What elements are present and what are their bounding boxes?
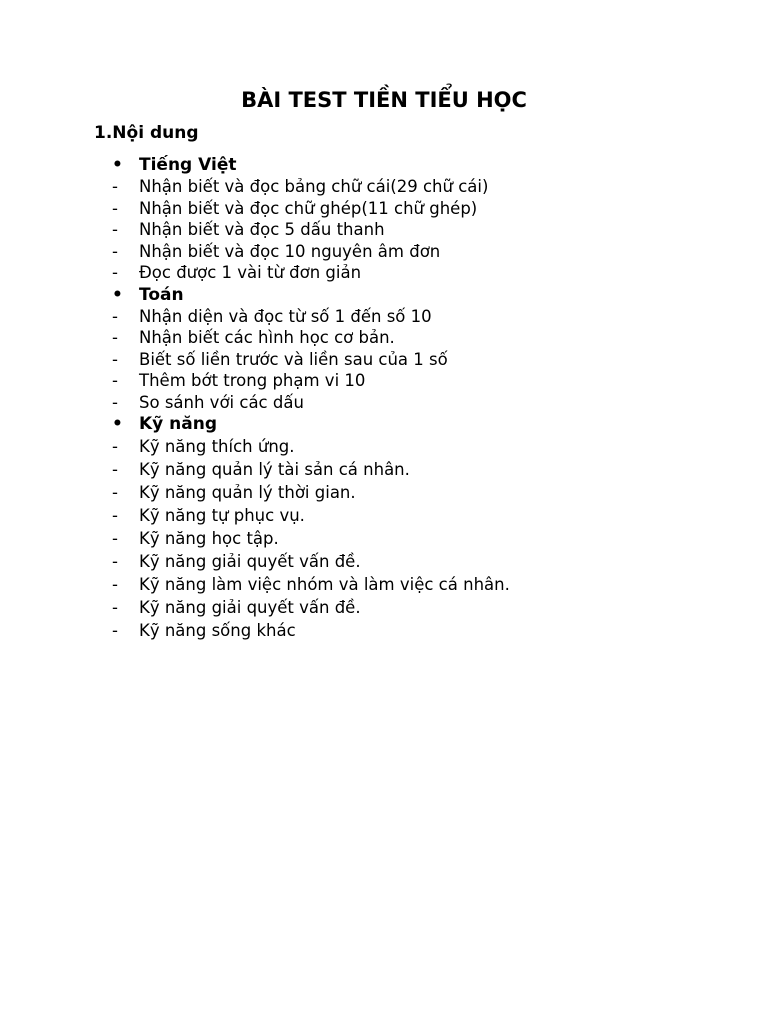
document-title: BÀI TEST TIỀN TIỂU HỌC	[241, 88, 527, 112]
list-item	[112, 481, 732, 504]
section-title	[112, 413, 732, 435]
dash-icon: -	[112, 263, 118, 282]
dash-icon: -	[112, 220, 118, 239]
list-item	[112, 527, 732, 550]
dash-icon: -	[112, 575, 118, 594]
list-item	[112, 596, 732, 619]
list-item-text: Kỹ năng học tập.	[139, 529, 279, 548]
section-title	[112, 154, 732, 176]
dash-icon: -	[112, 392, 118, 412]
dash-icon: -	[112, 506, 118, 525]
list-item	[112, 241, 732, 263]
list-item	[112, 306, 732, 328]
list-item	[112, 392, 732, 414]
bullet-icon: •	[112, 155, 123, 175]
section-title-text: Tiếng Việt	[139, 155, 237, 175]
dash-icon: -	[112, 621, 118, 640]
dash-icon: -	[112, 460, 118, 479]
list-item	[112, 262, 732, 284]
list-item-text: So sánh với các dấu	[139, 392, 304, 412]
dash-icon: -	[112, 552, 118, 571]
dash-icon: -	[112, 328, 118, 347]
list-item	[112, 176, 732, 198]
bullet-icon: •	[112, 414, 123, 434]
section-title	[112, 284, 732, 306]
list-item-text: Kỹ năng tự phục vụ.	[139, 506, 305, 525]
list-item	[112, 370, 732, 392]
list-item-text: Nhận biết và đọc 10 nguyên âm đơn	[139, 241, 441, 261]
dash-icon: -	[112, 198, 118, 218]
list-item-text: Kỹ năng sống khác	[139, 621, 296, 640]
list-item	[112, 219, 732, 241]
dash-icon: -	[112, 483, 118, 502]
list-item	[112, 504, 732, 527]
dash-icon: -	[112, 529, 118, 548]
list-item	[112, 349, 732, 371]
list-item	[112, 619, 732, 642]
list-item-text: Kỹ năng quản lý thời gian.	[139, 483, 356, 502]
content-list	[112, 154, 732, 642]
list-item-text: Nhận diện và đọc từ số 1 đến số 10	[139, 306, 432, 326]
list-item-text: Nhận biết và đọc chữ ghép(11 chữ ghép)	[139, 198, 478, 218]
list-item	[112, 198, 732, 220]
section-toan	[112, 284, 732, 414]
section-tieng-viet	[112, 154, 732, 284]
dash-icon: -	[112, 437, 118, 456]
dash-icon: -	[112, 598, 118, 617]
dash-icon: -	[112, 306, 118, 326]
list-item-text: Kỹ năng giải quyết vấn đề.	[139, 598, 361, 617]
dash-icon: -	[112, 177, 118, 196]
section-ky-nang	[112, 413, 732, 642]
list-item-text: Nhận biết và đọc bảng chữ cái(29 chữ cái)	[139, 177, 489, 196]
list-item	[112, 458, 732, 481]
dash-icon: -	[112, 371, 118, 390]
list-item-text: Kỹ năng làm việc nhóm và làm việc cá nhân.	[139, 575, 510, 594]
list-item-text: Đọc được 1 vài từ đơn giản	[139, 263, 362, 282]
list-item-text: Kỹ năng quản lý tài sản cá nhân.	[139, 460, 410, 479]
section-title-text: Toán	[139, 284, 184, 305]
list-item-text: Kỹ năng giải quyết vấn đề.	[139, 552, 361, 571]
list-item	[112, 327, 732, 349]
list-item-text: Nhận biết và đọc 5 dấu thanh	[139, 220, 385, 239]
section-heading-content: 1.Nội dung	[94, 123, 199, 143]
dash-icon: -	[112, 349, 118, 369]
list-item-text: Thêm bớt trong phạm vi 10	[139, 371, 366, 390]
list-item	[112, 550, 732, 573]
list-item-text: Kỹ năng thích ứng.	[139, 437, 295, 456]
list-item-text: Nhận biết các hình học cơ bản.	[139, 328, 395, 347]
section-title-text: Kỹ năng	[139, 414, 218, 434]
bullet-icon: •	[112, 284, 123, 305]
list-item-text: Biết số liền trước và liền sau của 1 số	[139, 349, 448, 369]
list-item	[112, 573, 732, 596]
list-item	[112, 435, 732, 458]
dash-icon: -	[112, 241, 118, 261]
